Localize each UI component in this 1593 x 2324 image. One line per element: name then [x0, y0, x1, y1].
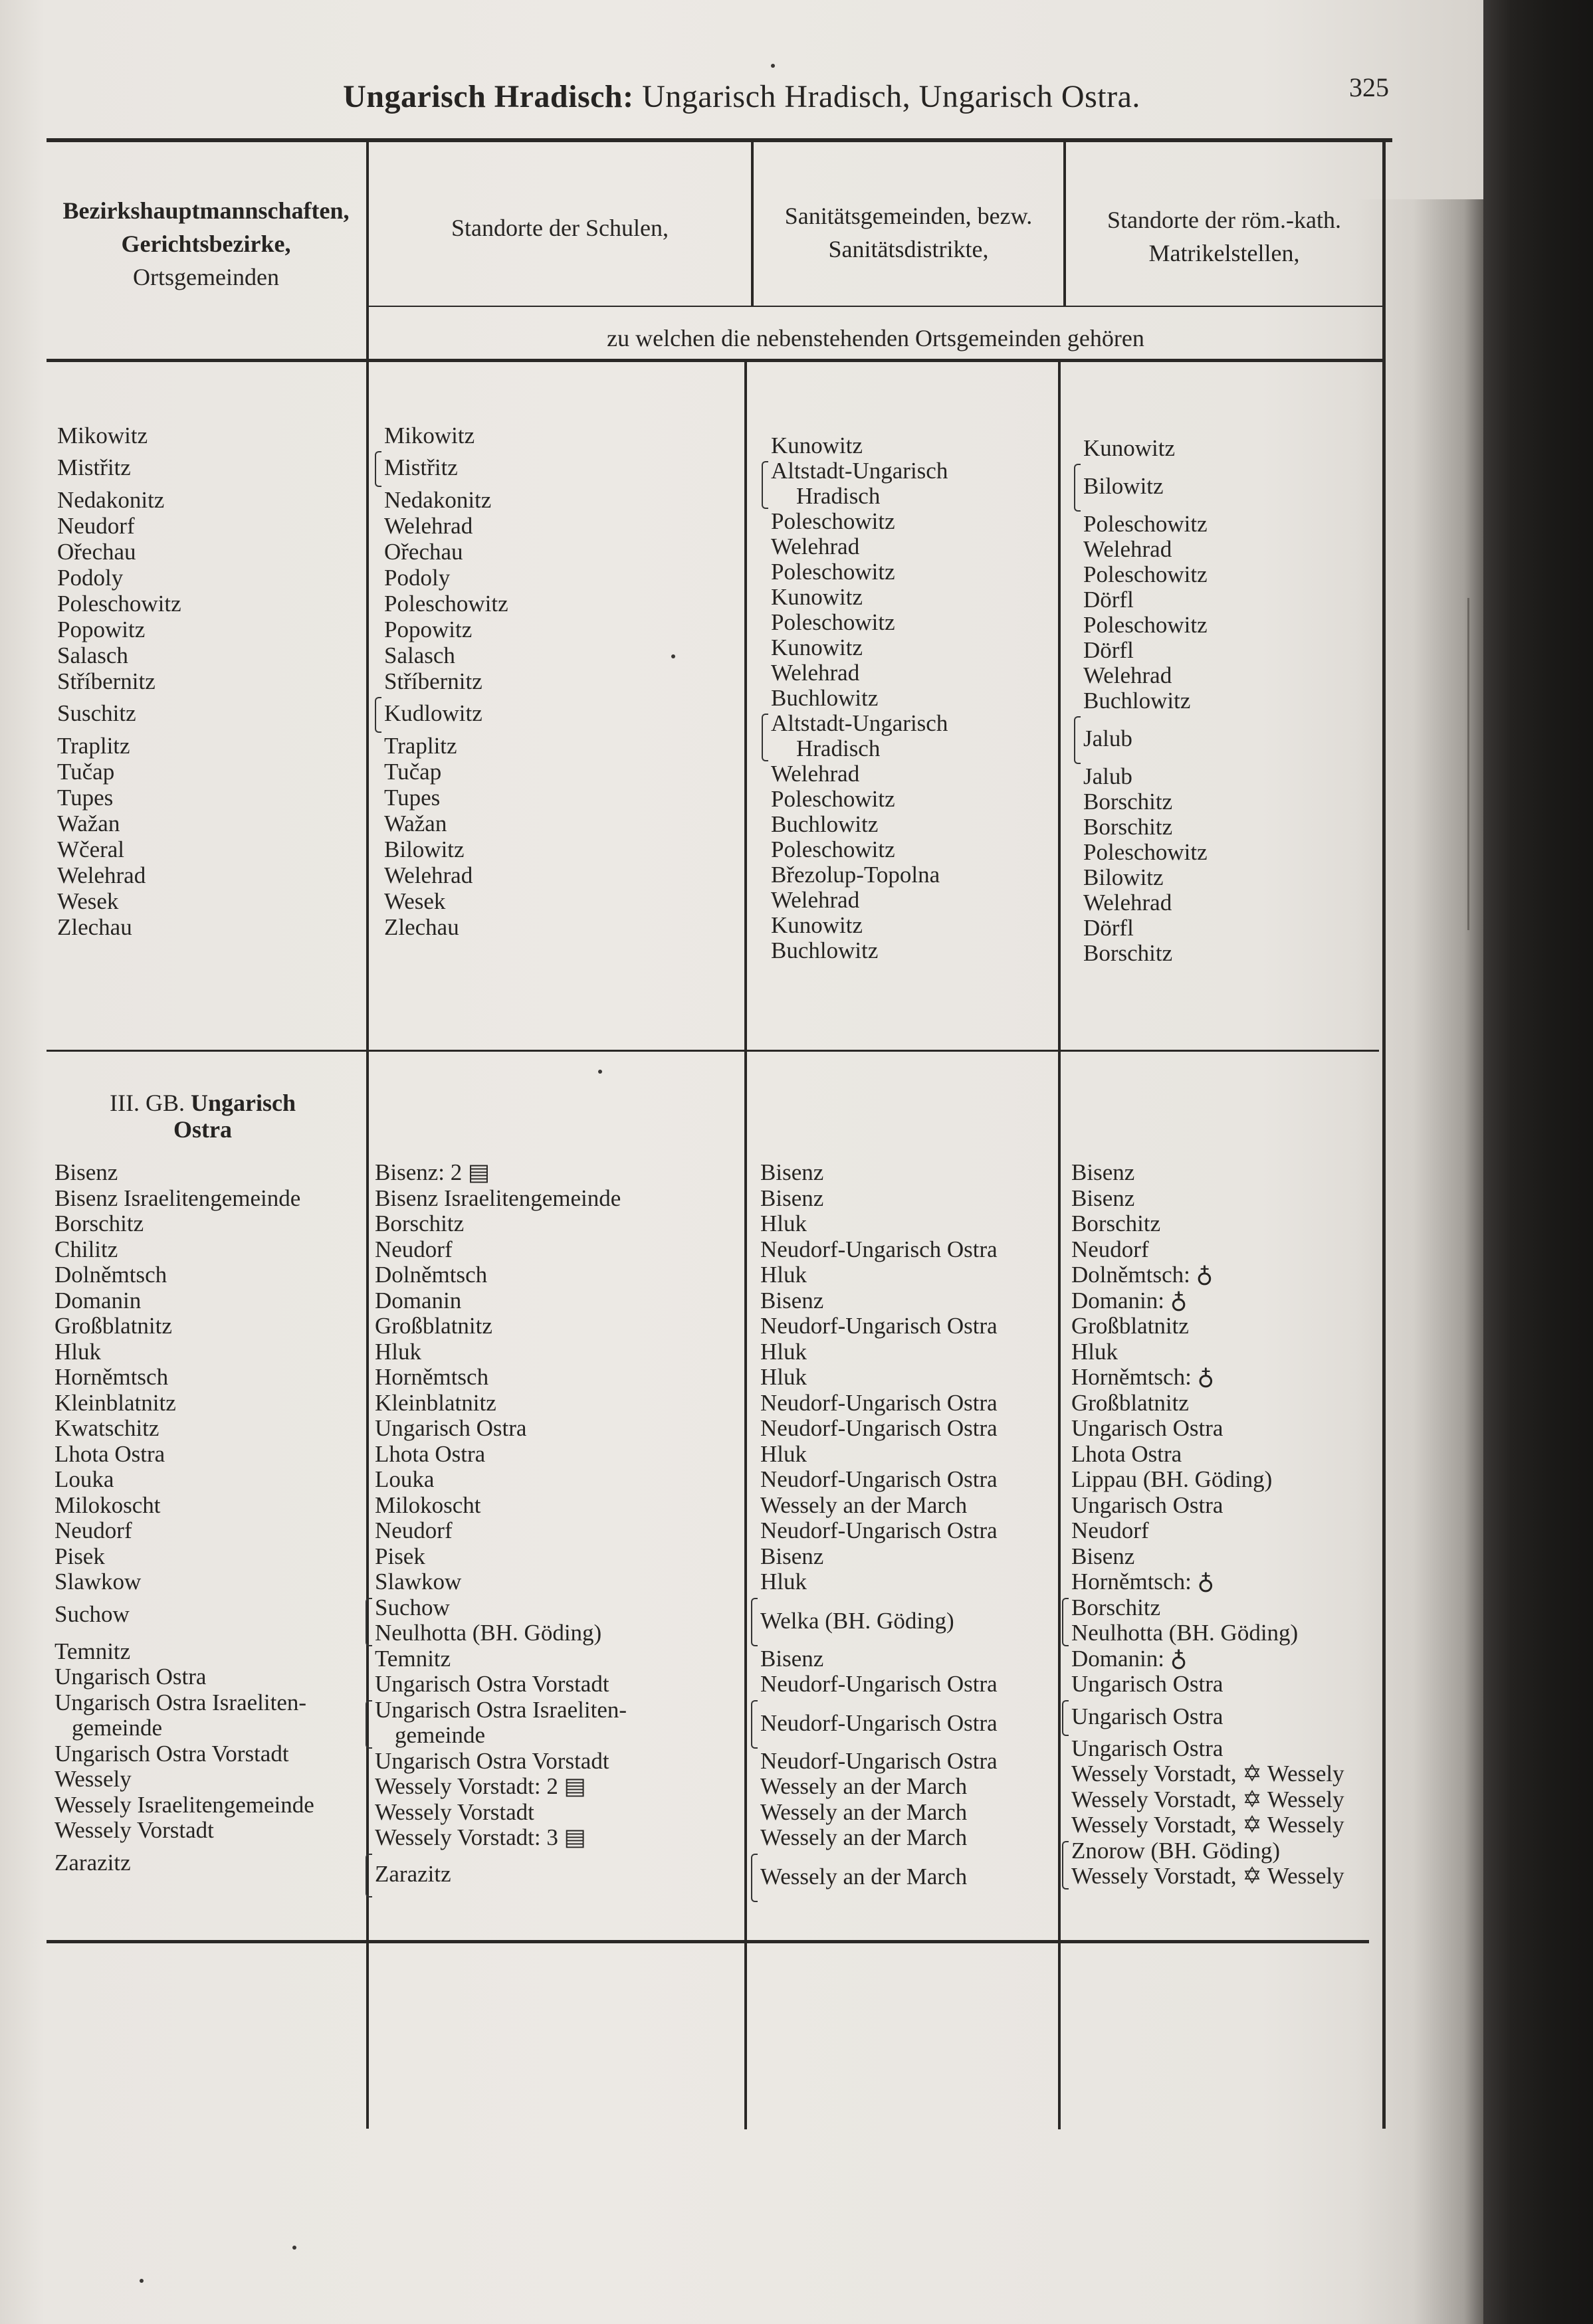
list-item: Wessely an der March — [760, 1773, 968, 1799]
list-item: Poleschowitz — [384, 591, 508, 617]
list-item: Traplitz — [384, 733, 457, 759]
list-item: Neudorf-Ungarisch Ostra — [760, 1236, 998, 1262]
list-item: Nedakonitz — [384, 487, 492, 513]
list-item: Poleschowitz — [771, 508, 895, 534]
scan-speck — [771, 64, 775, 68]
list-item: Tupes — [384, 785, 441, 811]
list-item: Lhota Ostra — [54, 1440, 165, 1467]
list-item: Bilowitz — [1083, 461, 1208, 512]
scan-speck — [140, 2279, 144, 2283]
list-item: Kunowitz — [771, 433, 863, 458]
list-item: Neudorf — [1071, 1517, 1149, 1543]
table-top-rule — [47, 138, 1392, 142]
list-item: Borschitz — [1083, 789, 1173, 815]
list-item: Neudorf — [57, 513, 135, 539]
header-col1-line3: Ortsgemeinden — [133, 264, 279, 290]
list-item: Buchlowitz — [771, 685, 879, 711]
list-item: Nedakonitz — [57, 487, 165, 513]
list-item: Horněmtsch: ♁ — [1071, 1364, 1215, 1390]
list-item: Stříbernitz — [57, 668, 156, 694]
list-item: Ungarisch Ostra — [1071, 1492, 1223, 1518]
list-item: Ořechau — [384, 539, 463, 565]
list-item: Buchlowitz — [771, 811, 879, 837]
list-item: Neudorf — [54, 1517, 132, 1543]
list-item: Hluk — [760, 1262, 807, 1288]
s1-schulen-column — [384, 423, 508, 940]
list-item: Neudorf-Ungarisch Ostra — [760, 1313, 998, 1339]
list-item: Bisenz — [760, 1287, 824, 1313]
list-item-group — [771, 711, 948, 761]
list-item: Hluk — [1071, 1338, 1118, 1365]
list-item: Bisenz Israelitengemeinde — [375, 1185, 621, 1211]
list-item: Hluk — [375, 1338, 421, 1365]
list-item: Buchlowitz — [771, 937, 879, 963]
list-item: Welehrad — [771, 533, 860, 559]
list-item: Neudorf-Ungarisch Ostra — [760, 1517, 998, 1543]
list-item: Kudlowitz — [384, 694, 508, 733]
list-item: Welehrad — [771, 887, 860, 913]
list-item: Milokoscht — [54, 1492, 161, 1518]
list-item: Poleschowitz — [1083, 839, 1208, 865]
list-item: Poleschowitz — [1083, 612, 1208, 638]
header-col-ortsgemeinden — [47, 194, 366, 294]
list-item: Buchlowitz — [1083, 688, 1191, 714]
list-item: Welka (BH. Göding) — [760, 1595, 998, 1646]
list-item: Ungarisch Ostra — [1071, 1697, 1344, 1736]
list-item: Neudorf-Ungarisch Ostra — [760, 1671, 998, 1697]
list-item: Bisenz — [760, 1185, 824, 1211]
list-item: Poleschowitz — [771, 559, 895, 585]
list-item: Hluk — [760, 1440, 807, 1467]
section2-title — [93, 1090, 312, 1143]
section2-bottom-rule — [47, 1940, 1369, 1943]
list-item: Kunowitz — [771, 634, 863, 660]
list-item: Wažan — [57, 811, 120, 836]
list-item: Louka — [54, 1466, 114, 1492]
list-item-group — [1071, 1595, 1344, 1646]
list-item: Kleinblatnitz — [375, 1389, 496, 1416]
list-item: Borschitz — [1083, 940, 1173, 966]
list-item: Großblatnitz — [54, 1313, 172, 1339]
list-item: Wessely Vorstadt — [54, 1817, 214, 1843]
section2-title-prefix: III. GB. — [110, 1090, 185, 1116]
list-item: Popowitz — [57, 617, 146, 642]
list-item: Großblatnitz — [1071, 1313, 1189, 1339]
list-item: Poleschowitz — [1083, 511, 1208, 537]
list-item: Pisek — [54, 1543, 105, 1569]
header-col-sanitaet — [754, 199, 1063, 266]
scan-speck — [292, 2246, 296, 2250]
list-item: Hluk — [760, 1364, 807, 1390]
list-item: Wessely Vorstadt: 2 ▤ — [375, 1773, 586, 1799]
list-item: Poleschowitz — [771, 609, 895, 635]
section2-title-bold1: Ungarisch — [190, 1090, 296, 1116]
list-item: Jalub — [1083, 763, 1132, 789]
header-bottom-rule — [47, 359, 1386, 362]
list-item: Wessely Vorstadt, ✡ Wessely — [1071, 1786, 1344, 1812]
list-item: Domanin: ♁ — [1071, 1287, 1188, 1313]
list-item: Horněmtsch: ♁ — [1071, 1569, 1215, 1595]
header-col2-line1: Standorte der Schulen, — [451, 215, 669, 241]
list-item: Lhota Ostra — [375, 1440, 486, 1467]
list-item: Hluk — [760, 1569, 807, 1595]
list-item: Welehrad — [1083, 536, 1172, 562]
list-item: Hluk — [760, 1338, 807, 1365]
list-item: Borschitz — [375, 1210, 465, 1236]
list-item: Poleschowitz — [1083, 561, 1208, 587]
s2-sanitaet-column — [760, 1160, 998, 1902]
list-item: Traplitz — [57, 733, 130, 759]
list-item: Bisenz — [760, 1645, 824, 1672]
header-col1-line2: Gerichtsbezirke, — [121, 231, 291, 257]
list-item: Domanin — [375, 1287, 462, 1313]
header-subheader: zu welchen die nebenstehenden Ortsgemeinden gehören — [607, 325, 1144, 351]
header-col-matrikel — [1066, 203, 1382, 270]
list-item: Slawkow — [54, 1569, 142, 1595]
list-item: Wessely an der March — [760, 1824, 968, 1850]
page-number: 325 — [1349, 72, 1389, 102]
list-item: Salasch — [57, 642, 128, 668]
list-item: Wessely an der March — [760, 1798, 968, 1825]
list-item: Ungarisch Ostra — [1071, 1671, 1223, 1697]
list-item: Wessely Vorstadt, ✡ Wessely — [1071, 1863, 1344, 1889]
header-col4-line2: Matrikelstellen, — [1148, 240, 1300, 266]
list-item: Ungarisch Ostra — [375, 1415, 527, 1441]
list-item: Großblatnitz — [375, 1313, 492, 1339]
list-item: Borschitz — [1071, 1594, 1161, 1620]
col-divider-3-body — [1058, 362, 1061, 2129]
section1-bottom-rule — [47, 1050, 1379, 1052]
list-item: Horněmtsch — [54, 1364, 169, 1390]
list-item: Ungarisch Ostra Vorstadt — [375, 1747, 609, 1774]
list-item: Domanin: ♁ — [1071, 1645, 1188, 1672]
list-item: Wessely Vorstadt, ✡ Wessely — [1071, 1761, 1344, 1787]
list-item: Wessely Vorstadt — [375, 1798, 534, 1825]
header-col1-line1: Bezirkshauptmannschaften, — [62, 197, 350, 224]
list-item: Borschitz — [1083, 814, 1173, 840]
list-item: Borschitz — [54, 1210, 144, 1236]
list-item: Slawkow — [375, 1569, 462, 1595]
list-item: Lhota Ostra — [1071, 1440, 1182, 1467]
list-item: Neudorf — [375, 1517, 453, 1543]
s2-schulen-column — [375, 1160, 627, 1897]
list-item: Ungarisch Ostra Israeliten- — [54, 1689, 307, 1715]
list-item: Wessely Vorstadt: 3 ▤ — [375, 1824, 586, 1850]
scan-speck — [671, 654, 675, 658]
list-item: Wažan — [384, 811, 447, 836]
list-item: Bisenz Israelitengemeinde — [54, 1185, 301, 1211]
list-item: Podoly — [57, 565, 124, 591]
list-item: Kleinblatnitz — [54, 1389, 176, 1416]
list-item: Ungarisch Ostra Israeliten- — [375, 1696, 627, 1723]
list-item: Dörfl — [1083, 587, 1134, 613]
list-item: Welehrad — [771, 761, 860, 787]
list-item: Wessely an der March — [760, 1492, 968, 1518]
list-item: Mikowitz — [57, 423, 148, 448]
list-item: Neudorf-Ungarisch Ostra — [760, 1415, 998, 1441]
list-item: Kunowitz — [771, 912, 863, 938]
page-header — [0, 78, 1483, 115]
list-item: Altstadt-Ungarisch — [771, 710, 948, 736]
list-item: Podoly — [384, 565, 451, 591]
list-item: Znorow (BH. Göding) — [1071, 1837, 1280, 1864]
list-item: Suchow — [54, 1600, 130, 1627]
list-item: Dolněmtsch — [54, 1262, 167, 1288]
col-divider-2-body — [744, 362, 747, 2129]
header-col-schulen — [369, 211, 751, 244]
list-item-group — [1071, 1838, 1344, 1889]
list-item: Bisenz — [1071, 1159, 1135, 1185]
s2-matrikel-column — [1071, 1160, 1344, 1889]
s1-matrikel-column — [1083, 436, 1208, 966]
list-item: Horněmtsch — [375, 1364, 489, 1390]
list-item: Neulhotta (BH. Göding) — [1071, 1620, 1299, 1646]
list-item: Bisenz — [760, 1543, 824, 1569]
list-item: Dolněmtsch — [375, 1262, 488, 1288]
list-item: Hradisch — [796, 483, 881, 509]
s2-gemeinden-column — [54, 1160, 314, 1882]
list-item: gemeinde — [72, 1715, 163, 1741]
list-item: Hradisch — [796, 735, 881, 761]
list-item: Wessely an der March — [760, 1851, 998, 1902]
list-item-group — [771, 458, 948, 509]
list-item: Wesek — [57, 888, 119, 914]
list-item: Poleschowitz — [57, 591, 181, 617]
list-item: Ungarisch Ostra — [1071, 1415, 1223, 1441]
list-item: Suchow — [375, 1594, 450, 1620]
list-item: Neudorf — [1071, 1236, 1149, 1262]
list-item: Tupes — [57, 785, 114, 811]
list-item: Suschitz — [57, 700, 136, 726]
list-item: Poleschowitz — [771, 786, 895, 812]
header-sub-rule — [369, 306, 1386, 307]
list-item: Ungarisch Ostra Vorstadt — [375, 1671, 609, 1697]
list-item: Dörfl — [1083, 915, 1134, 941]
s1-gemeinden-column — [57, 423, 181, 940]
table-right-rule — [1382, 142, 1386, 2129]
page-fold-shadow — [1356, 199, 1483, 2324]
list-item: gemeinde — [395, 1722, 486, 1748]
list-item: Bisenz — [1071, 1543, 1135, 1569]
header-title-rest: Ungarisch Hradisch, Ungarisch Ostra. — [642, 79, 1140, 114]
list-item: Bilowitz — [1083, 864, 1164, 890]
list-item: Milokoscht — [375, 1492, 481, 1518]
list-item: Mistřitz — [384, 448, 508, 487]
list-item: Zlechau — [384, 914, 459, 940]
list-item: Zarazitz — [375, 1851, 627, 1897]
list-item: Neudorf-Ungarisch Ostra — [760, 1747, 998, 1774]
list-item: Welehrad — [771, 660, 860, 686]
list-item: Welehrad — [1083, 890, 1172, 916]
list-item: Wessely — [54, 1766, 132, 1792]
list-item: Ungarisch Ostra Vorstadt — [54, 1740, 289, 1767]
list-item: Kunowitz — [1083, 435, 1176, 461]
list-item: Zlechau — [57, 914, 132, 940]
list-item: Neudorf-Ungarisch Ostra — [760, 1697, 998, 1749]
list-item: Welehrad — [1083, 662, 1172, 688]
list-item: Temnitz — [375, 1645, 451, 1672]
list-item: Bisenz — [760, 1159, 824, 1185]
list-item: Mistřitz — [57, 454, 131, 480]
list-item: Lippau (BH. Göding) — [1071, 1466, 1273, 1492]
list-item: Ungarisch Ostra — [54, 1664, 207, 1690]
header-col4-line1: Standorte der röm.-kath. — [1107, 207, 1341, 233]
list-item: Chilitz — [54, 1236, 118, 1262]
list-item: Popowitz — [384, 617, 473, 642]
list-item: Kwatschitz — [54, 1415, 159, 1441]
list-item: Neudorf — [375, 1236, 453, 1262]
header-title-bold: Ungarisch Hradisch: — [343, 79, 634, 114]
list-item-group — [375, 1697, 627, 1749]
list-item: Březolup-Topolna — [771, 862, 940, 888]
list-item: Tučap — [57, 759, 115, 785]
list-item: Neulhotta (BH. Göding) — [375, 1620, 602, 1646]
list-item: Mikowitz — [384, 423, 475, 448]
list-item: Louka — [375, 1466, 435, 1492]
list-item: Wessely Israelitengemeinde — [54, 1791, 314, 1818]
list-item: Wčeral — [57, 836, 125, 862]
list-item: Welehrad — [384, 513, 473, 539]
list-item-group — [375, 1595, 627, 1646]
book-binding-edge — [1483, 0, 1593, 2324]
list-item: Wessely Vorstadt, ✡ Wessely — [1071, 1812, 1344, 1838]
list-item: Bisenz — [1071, 1185, 1135, 1211]
header-col3-line1: Sanitätsgemeinden, bezw. — [784, 203, 1033, 229]
list-item: Bisenz — [54, 1159, 118, 1185]
section2-title-bold2: Ostra — [173, 1116, 232, 1143]
list-item: Welehrad — [384, 862, 473, 888]
list-item: Jalub — [1083, 714, 1208, 764]
list-item: Temnitz — [54, 1638, 131, 1664]
col-divider-1 — [366, 142, 369, 2129]
list-item: Salasch — [384, 642, 455, 668]
list-item: Zarazitz — [54, 1849, 131, 1876]
list-item: Poleschowitz — [771, 836, 895, 862]
page-fold-line — [1467, 598, 1469, 930]
scan-speck — [598, 1070, 602, 1074]
list-item: Altstadt-Ungarisch — [771, 458, 948, 484]
list-item: Ořechau — [57, 539, 136, 565]
header-col3-line2: Sanitätsdistrikte, — [828, 236, 989, 262]
list-item: Borschitz — [1071, 1210, 1161, 1236]
list-item: Neudorf-Ungarisch Ostra — [760, 1389, 998, 1416]
s1-sanitaet-column — [771, 433, 948, 963]
list-item: Welehrad — [57, 862, 146, 888]
list-item: Tučap — [384, 759, 442, 785]
list-item: Großblatnitz — [1071, 1389, 1189, 1416]
list-item: Pisek — [375, 1543, 425, 1569]
list-item: Dörfl — [1083, 637, 1134, 663]
list-item: Neudorf-Ungarisch Ostra — [760, 1466, 998, 1492]
list-item: Bilowitz — [384, 836, 465, 862]
list-item: Hluk — [54, 1338, 101, 1365]
list-item: Hluk — [760, 1210, 807, 1236]
list-item: Stříbernitz — [384, 668, 482, 694]
list-item: Dolněmtsch: ♁ — [1071, 1262, 1214, 1288]
list-item: Bisenz: 2 ▤ — [375, 1159, 490, 1185]
list-item: Ungarisch Ostra — [1071, 1735, 1223, 1761]
list-item: Domanin — [54, 1287, 142, 1313]
list-item: Kunowitz — [771, 584, 863, 610]
list-item: Wesek — [384, 888, 446, 914]
